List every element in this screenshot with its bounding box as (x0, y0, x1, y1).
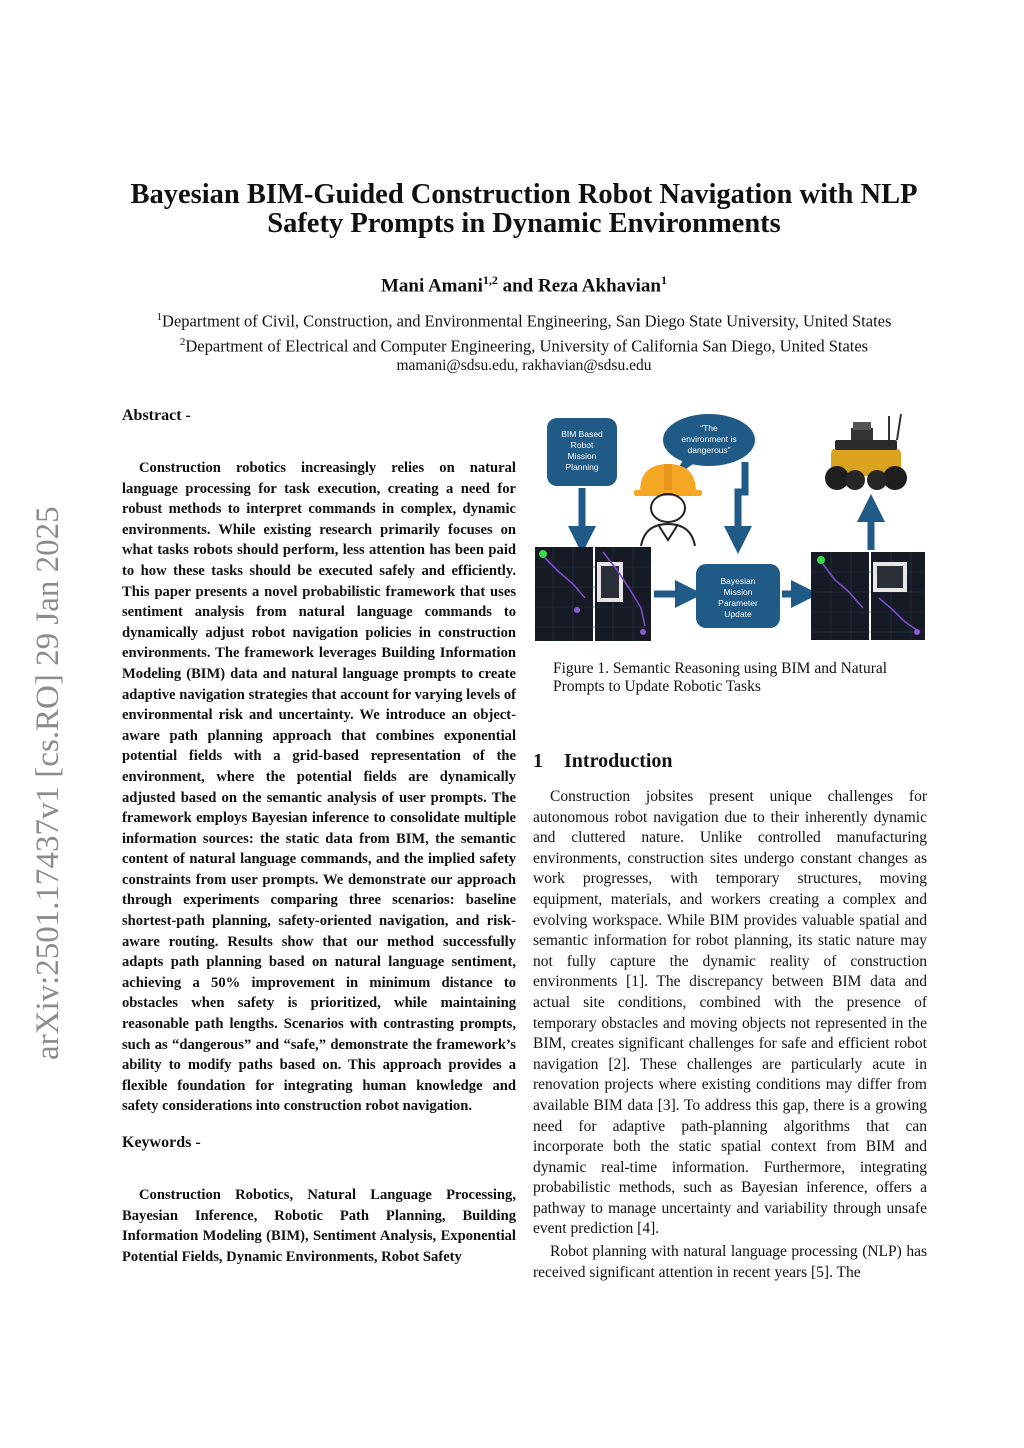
abstract-heading: Abstract - (122, 407, 191, 424)
intro-paragraph: Construction jobsites present unique challenges for autonomous robot navigation due to their inherently dynamic and cluttered nature. Unlike controlled manufacturing environments, construction sites undergo constant changes as work progresses, with temporary structures, moving equipment, materials, and workers creating a complex and evolving workspace. While BIM provides valuable spatial and semantic information for robot planning, its static nature may not fully capture the dynamic reality of construction environments [1]. The discrepancy between BIM data and actual site conditions, combined with the presence of temporary obstacles and moving objects not represented in the BIM, creates significant challenges for safe and efficient robot navigation [2]. These challenges are particularly acute in renovation projects where existing conditions may differ from available BIM data [3]. To address this gap, there is a growing need for adaptive path-planning algorithms that can incorporate both the static spatial context from BIM and dynamic real-time information. Furthermore, integrating probabilistic methods, such as Bayesian inference, offers a pathway to manage uncertainty and variability through unsafe event prediction [4]. (533, 788, 927, 1238)
affiliations (100, 307, 948, 356)
bubble-line: environment is (681, 434, 737, 444)
author-emails: mamani@sdsu.edu, rakhavian@sdsu.edu (396, 357, 652, 374)
bim-map-right (811, 552, 925, 640)
affiliation-line (100, 307, 948, 332)
introduction-body (533, 787, 927, 1283)
keywords-heading: Keywords - (122, 1134, 201, 1151)
left-column (122, 406, 516, 1267)
arrow-prompt-to-bayes (738, 462, 745, 540)
bim-map-left (535, 547, 651, 641)
bim-box-line: Robot (570, 440, 594, 450)
author-name: Reza Akhavian (538, 275, 661, 297)
intro-paragraph: Robot planning with natural language processing (NLP) has received significant attention in recent years [5]. The (533, 1243, 927, 1281)
affil-text: Department of Civil, Construction, and Environmental Engineering, San Diego State University, United States (162, 311, 892, 331)
section-number: 1 (533, 750, 543, 772)
bubble-line: “The (700, 423, 718, 433)
bayes-box-line: Bayesian (720, 576, 756, 586)
author-affil-marker: 1 (661, 273, 667, 287)
affiliation-line (100, 332, 948, 357)
author-affil-marker: 1,2 (482, 273, 498, 287)
abstract-text: Construction robotics increasingly relies on natural language processing for task execution, creating a need for robust methods to interpret commands in complex, dynamic environments. While existing research primarily focuses on what tasks robots should perform, less attention has been paid to how these tasks should be executed safely and efficiently. This paper presents a novel probabilistic framework that uses sentiment analysis from natural language commands to dynamically adjust robot navigation policies in construction environments. The framework leverages Building Information Modeling (BIM) data and natural language prompts to create adaptive navigation strategies that account for varying levels of environmental risk and uncertainty. We introduce an object-aware path planning approach that combines exponential potential fields with a grid-based representation of the environment, where the potential fields are dynamically adjusted based on the semantic analysis of user prompts. The framework employs Bayesian inference to consolidate multiple information sources: the static data from BIM, the semantic content of natural language commands, and the implied safety constraints from user prompts. We demonstrate our approach through experiments comparing three scenarios: baseline shortest-path planning, safety-oriented navigation, and risk-aware routing. Results show that our method successfully adapts path planning based on natural language sentiment, achieving a 50% improvement in minimum distance to obstacles when safety is prioritized, while maintaining reasonable path lengths. Scenarios with contrasting prompts, such as “dangerous” and “safe,” demonstrate the framework’s ability to modify paths based on. This approach provides a flexible foundation for integrating human knowledge and safety considerations into construction robot navigation. (122, 460, 516, 1115)
bim-box-line: Mission (567, 451, 597, 461)
bayes-box-line: Update (724, 609, 752, 619)
figure-diagram (533, 412, 927, 644)
affil-text: Department of Electrical and Computer Engineering, University of California San Diego, United States (185, 336, 869, 355)
affil-marker: 1 (156, 311, 163, 323)
section-heading (533, 750, 673, 773)
bayes-box-line: Parameter (718, 598, 758, 608)
arxiv-stamp: arXiv:2501.17437v1 [cs.RO] 29 Jan 2025 (30, 506, 66, 1060)
figure-1 (533, 412, 927, 644)
bim-box-line: BIM Based (561, 429, 603, 439)
robot-icon (825, 414, 907, 490)
figure-caption: Figure 1. Semantic Reasoning using BIM and Natural Prompts to Update Robotic Tasks (553, 660, 888, 695)
bim-box-line: Planning (565, 462, 599, 472)
affil-marker: 2 (179, 335, 186, 348)
paper-title: Bayesian BIM-Guided Construction Robot Navigation with NLP Safety Prompts in Dynamic Environments (130, 179, 918, 239)
author-name: Mani Amani (380, 275, 483, 297)
worker-icon (634, 464, 702, 546)
section-title: Introduction (564, 750, 673, 772)
author-line (100, 273, 948, 297)
bubble-line: dangerous” (687, 445, 731, 455)
author-connector: and (497, 275, 538, 297)
keywords-text: Construction Robotics, Natural Language Processing, Bayesian Inference, Robotic Path Planning, Building Information Modeling (BIM), Sentiment Analysis, Exponential Potential Fields, Dynamic Environments, Robot Safety (122, 1187, 516, 1265)
bayes-box-line: Mission (723, 587, 753, 597)
